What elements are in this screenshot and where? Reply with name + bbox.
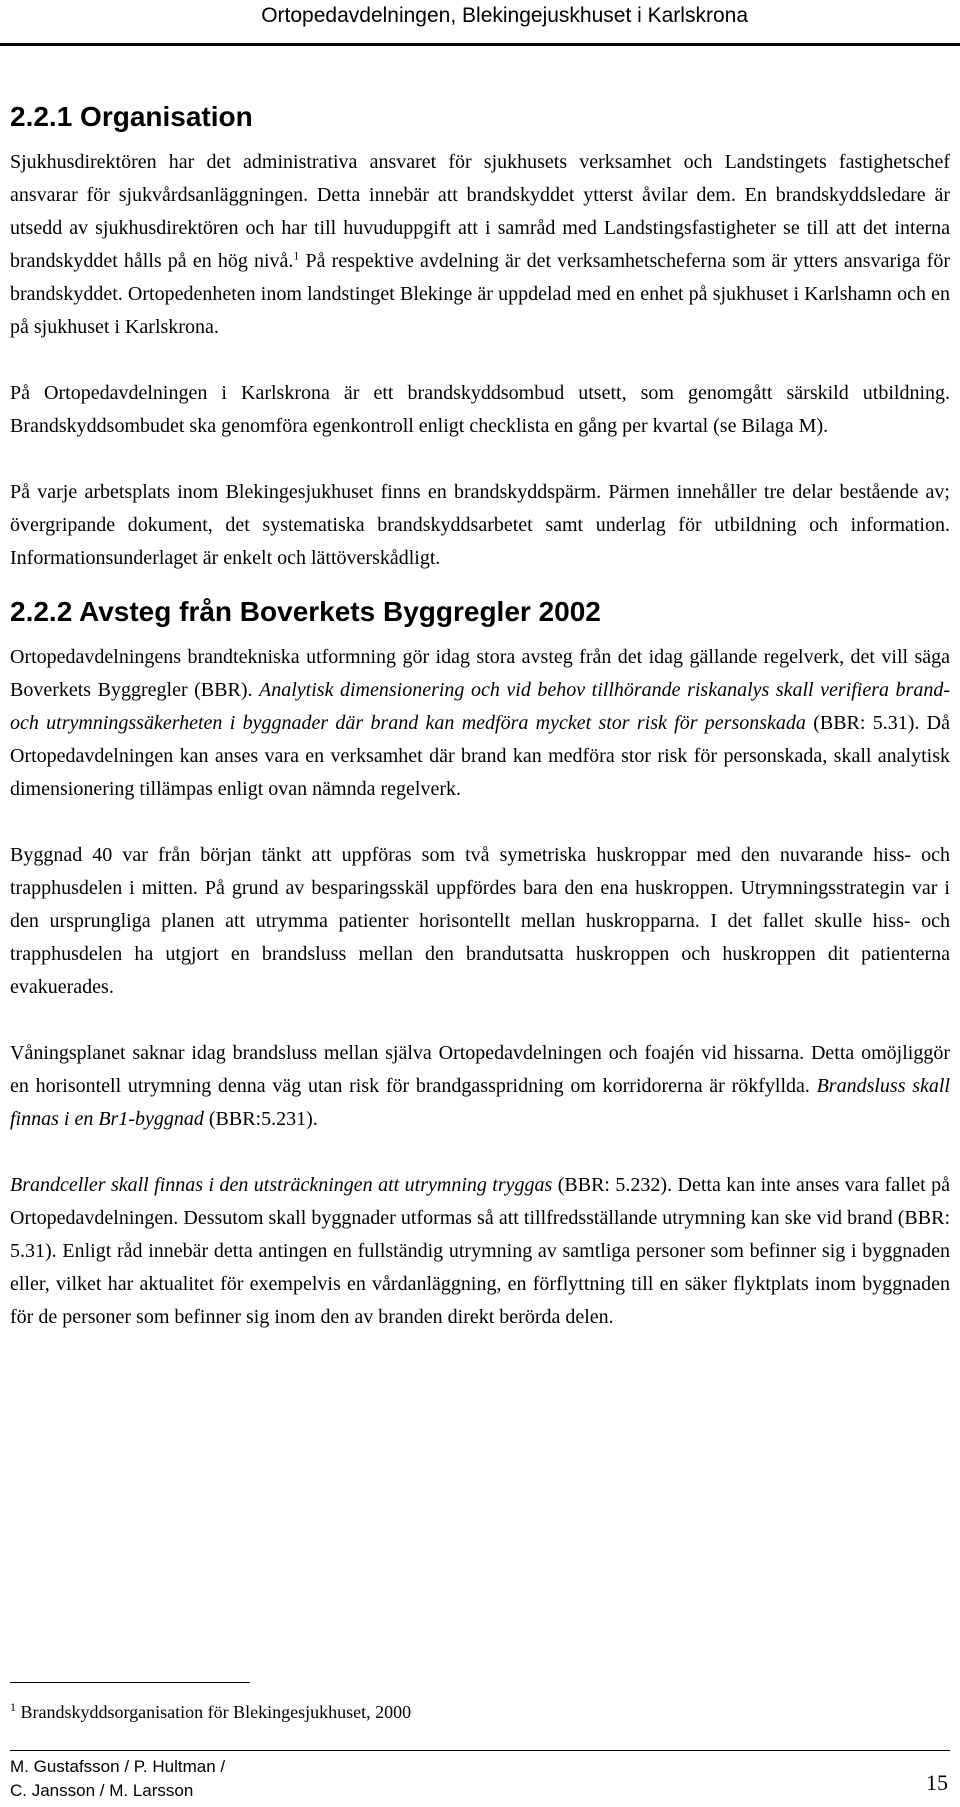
paragraph-avsteg-4: [10, 1169, 950, 1334]
paragraph-organisation-2: På Ortopedavdelningen i Karlskrona är ett brandskyddsombud utsett, som genomgått särskild utbildning. Brandskyddsombudet ska genomföra egenkontroll enligt checklista en gång per kvartal (se Bilaga M).: [10, 382, 950, 437]
running-header: [0, 0, 960, 46]
paragraph-text: (BBR: 5.31). Då Ortopedavdelningen kan anses vara en verksamhet där brand kan medföra stor risk för personskada, skall analytisk dimensionering tillämpas enligt ovan nämnda regelverk.: [10, 712, 950, 800]
paragraph-text: Ortopedavdelningens brandtekniska utformning gör idag stora avsteg från det idag gällande regelverk, det vill säga Boverkets Byggregler (BBR).: [10, 646, 950, 701]
paragraph-organisation-3: På varje arbetsplats inom Blekingesjukhuset finns en brandskyddspärm. Pärmen innehåller tre delar bestående av; övergripande dokument, det systematiska brandskyddsarbetet samt underlag för utbildning och information. Informationsunderlaget är enkelt och lättöverskådligt.: [10, 481, 950, 569]
header-title: Ortopedavdelningen, Blekingejuskhuset i Karlskrona: [261, 4, 748, 27]
paragraph-avsteg-2: Byggnad 40 var från början tänkt att uppföras som två symetriska huskroppar med den nuvarande hiss- och trapphusdelen i mitten. På grund av besparingsskäl uppfördes bara den ena huskroppen. Utrymningsstrategin var i den ursprungliga planen att utrymma patienter horisontellt mellan huskropparna. I det fallet skulle hiss- och trapphusdelen ha utgjort en brandsluss mellan den brandutsatta huskroppen och huskroppen dit patienterna evakuerades.: [10, 844, 950, 998]
paragraph-text: Sjukhusdirektören har det administrativa ansvaret för sjukhusets verksamhet och Landstingets fastighetschef ansvarar för sjukvårdsanläggningen. Detta innebär att brandskyddet ytterst åvilar dem. En brandskyddsledare är utsedd av sjukhusdirektören och har till huvuduppgift att i samråd med Landstingsfastigheter se till att det interna brandskyddet hålls på en hög nivå.: [10, 151, 950, 272]
footer-divider: [10, 1750, 950, 1751]
section-heading-organisation: 2.2.1 Organisation: [10, 101, 253, 132]
section-heading-avsteg: 2.2.2 Avsteg från Boverkets Byggregler 2002: [10, 596, 601, 627]
footnote: [10, 1700, 910, 1724]
paragraph-avsteg-3: [10, 1037, 950, 1136]
footnote-divider: [10, 1682, 250, 1683]
paragraph-avsteg-1: [10, 641, 950, 806]
paragraph-text: (BBR: 5.232). Detta kan inte anses vara fallet på Ortopedavdelningen. Dessutom skall byggnader utformas så att tillfredsställande utrymning kan ske vid brand (BBR: 5.31). Enligt råd innebär detta antingen en fullständig utrymning av samtliga personer som befinner sig i byggnaden eller, vilket har aktualitet för exempelvis en vårdanläggning, en förflyttning till en säker flyktplats inom byggnaden för de personer som befinner sig inom den av branden direkt berörda delen.: [10, 1174, 950, 1328]
footnote-number: 1: [10, 1700, 16, 1714]
quoted-regulation: Brandsluss skall finnas i en Br1-byggnad: [10, 1075, 950, 1130]
main-content: [10, 100, 950, 1334]
page-number: 15: [926, 1770, 948, 1795]
footnote-reference[interactable]: 1: [293, 248, 300, 263]
paragraph-organisation-1: [10, 146, 950, 344]
quoted-regulation: Analytisk dimensionering och vid behov tillhörande riskanalys skall verifiera brand- och utrymningssäkerheten i byggnader där brand kan medföra mycket stor risk för personskada: [10, 679, 951, 734]
paragraph-text: På respektive avdelning är det verksamhetscheferna som är ytters ansvariga för brandskyddet. Ortopedenheten inom landstinget Blekinge är uppdelad med en enhet på sjukhuset i Karlshamn och en på sjukhuset i Karlskrona.: [10, 250, 950, 338]
footer-authors: [10, 1755, 225, 1803]
authors-line: M. Gustafsson / P. Hultman /: [10, 1757, 226, 1776]
quoted-regulation: Brandceller skall finnas i den utsträckningen att utrymning tryggas: [10, 1174, 553, 1196]
footnote-text: Brandskyddsorganisation för Blekingesjukhuset, 2000: [16, 1702, 412, 1722]
paragraph-text: (BBR:5.231).: [203, 1108, 318, 1130]
authors-line: C. Jansson / M. Larsson: [10, 1781, 194, 1800]
paragraph-text: Våningsplanet saknar idag brandsluss mellan själva Ortopedavdelningen och foajén vid hissarna. Detta omöjliggör en horisontell utrymning denna väg utan risk för brandgasspridning om korridorerna är rökfyllda.: [10, 1042, 950, 1097]
